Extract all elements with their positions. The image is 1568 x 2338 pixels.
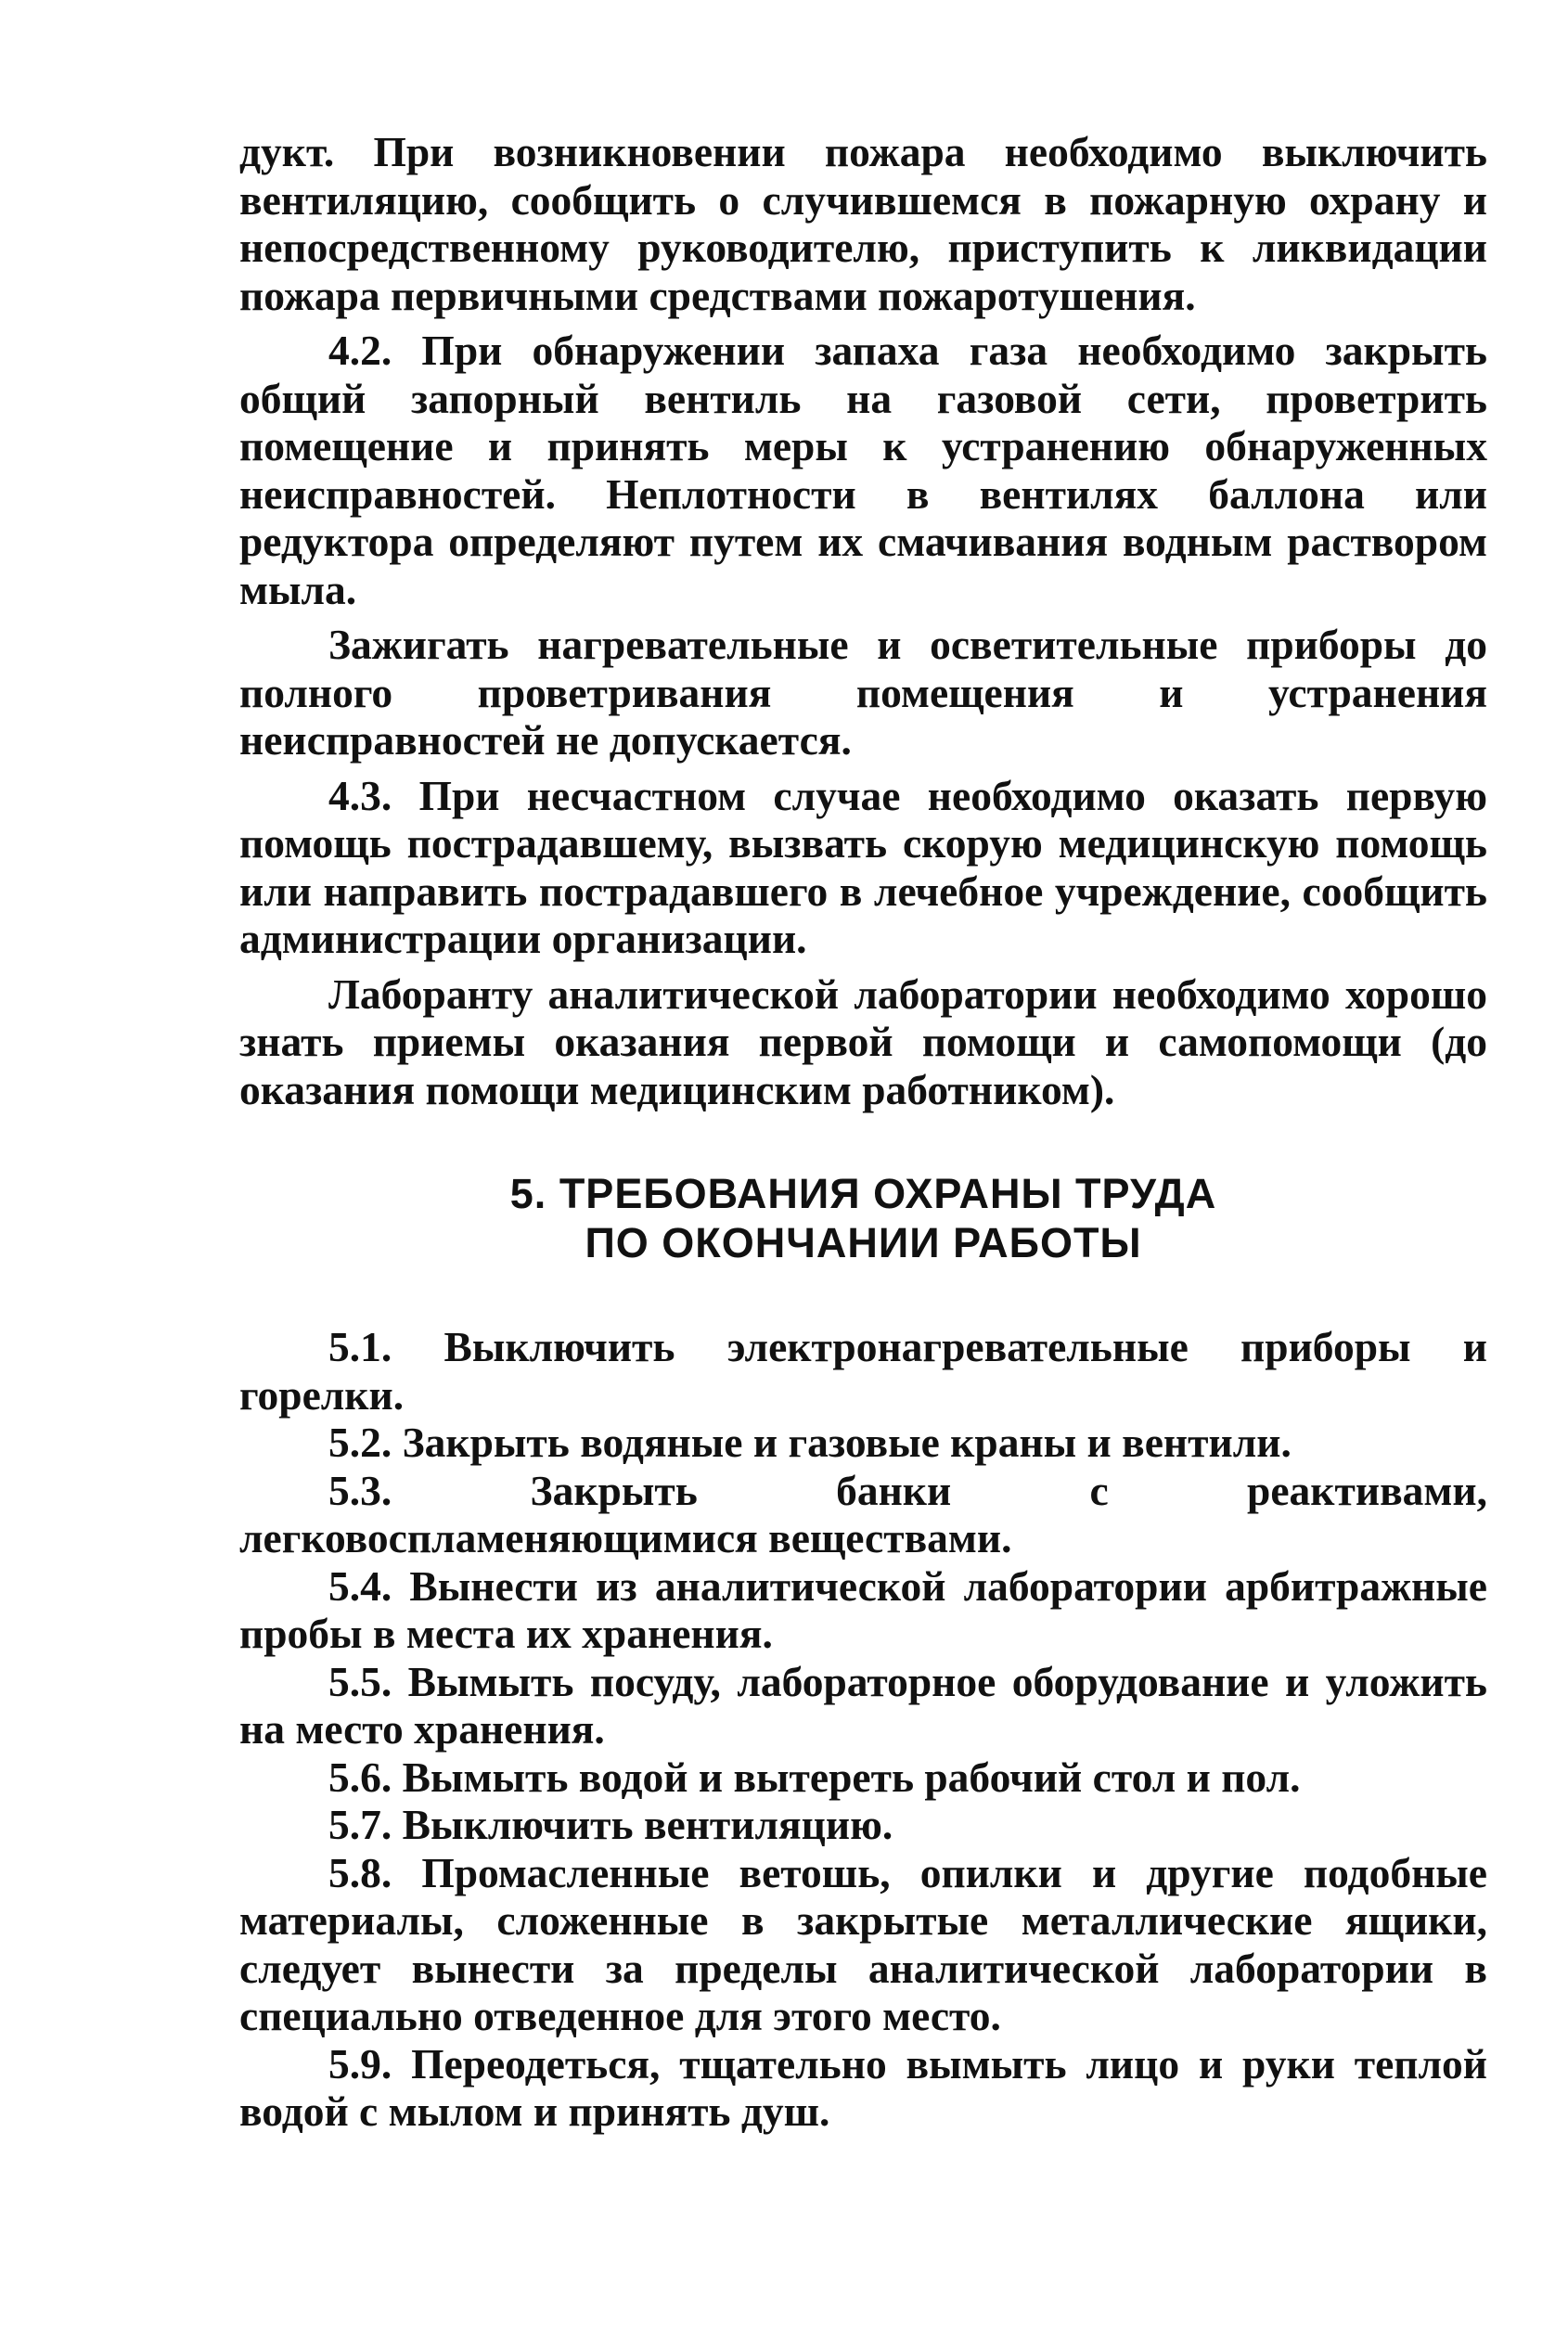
clause-text: Вынести из аналитической лаборатории арбитражные пробы в места их хранения. — [239, 1561, 1487, 1657]
paragraph-text: дукт. При возникновении пожара необходимо выключить вентиляцию, сообщить о случившемся в пожарную охрану и непосредственному руководителю, приступить к ликвидации пожара первичными средствами пожаротушения. — [239, 128, 1487, 319]
list-item-5-2 — [239, 1419, 1487, 1467]
document-page — [239, 128, 1487, 2136]
paragraph-text: При обнаружении запаха газа необходимо закрыть общий запорный вентиль на газовой сети, проветрить помещение и принять меры к устранению обнаруженных неисправностей. Неплотности в вентилях баллона или редуктора определяют путем их смачивания водным раствором мыла. — [239, 327, 1487, 613]
list-item-5-3 — [239, 1467, 1487, 1562]
list-item-5-7 — [239, 1801, 1487, 1849]
list-item-5-6 — [239, 1754, 1487, 1802]
clause-number: 5.2. — [328, 1419, 392, 1466]
clause-number: 5.9. — [328, 2039, 392, 2088]
clause-text: Вымыть водой и вытереть рабочий стол и пол. — [392, 1753, 1301, 1801]
clause-text: Закрыть банки с реактивами, легковоспламеняющимися веществами. — [239, 1466, 1487, 1561]
clause-number: 5.7. — [328, 1801, 392, 1848]
clause-text: Переодеться, тщательно вымыть лицо и руки теплой водой с мылом и принять душ. — [239, 2039, 1487, 2135]
section-heading — [239, 1169, 1487, 1267]
clause-text: Выключить электронагревательные приборы и горелки. — [239, 1323, 1487, 1419]
clause-number: 4.2. — [328, 327, 392, 374]
section-heading-line-2: ПО ОКОНЧАНИИ РАБОТЫ — [585, 1219, 1142, 1266]
clause-number: 4.3. — [328, 771, 392, 819]
section-heading-line-1: 5. ТРЕБОВАНИЯ ОХРАНЫ ТРУДА — [509, 1170, 1217, 1217]
paragraph-fire-continuation — [239, 128, 1487, 319]
clause-number: 5.6. — [328, 1753, 392, 1801]
clause-text: Вымыть посуду, лабораторное оборудование и уложить на место хранения. — [239, 1657, 1487, 1753]
list-item-5-8 — [239, 1849, 1487, 2040]
list-item-5-9 — [239, 2040, 1487, 2136]
paragraph-text: При несчастном случае необходимо оказать первую помощь пострадавшему, вызвать скорую медицинскую помощь или направить пострадавшего в лечебное учреждение, сообщить администрации организации. — [239, 771, 1487, 962]
paragraph-4-3-accident — [239, 772, 1487, 963]
paragraph-first-aid — [239, 970, 1487, 1114]
paragraph-text: Зажигать нагревательные и осветительные приборы до полного проветривания помещения и устранения неисправностей не допускается. — [239, 621, 1487, 764]
clause-number: 5.5. — [328, 1657, 392, 1705]
clause-number: 5.3. — [328, 1466, 392, 1514]
list-item-5-5 — [239, 1658, 1487, 1754]
clause-text: Выключить вентиляцию. — [392, 1801, 893, 1848]
clause-number: 5.8. — [328, 1848, 392, 1896]
clause-number: 5.4. — [328, 1561, 392, 1610]
paragraph-4-2-gas-smell — [239, 327, 1487, 613]
list-item-5-4 — [239, 1562, 1487, 1658]
clause-text: Закрыть водяные и газовые краны и вентили. — [392, 1419, 1292, 1466]
clause-number: 5.1. — [328, 1323, 392, 1370]
clause-text: Промасленные ветошь, опилки и другие подобные материалы, сложенные в закрытые металлические ящики, следует вынести за пределы аналитической лаборатории в специально отведенное для этого место. — [239, 1848, 1487, 2039]
list-item-5-1 — [239, 1323, 1487, 1419]
paragraph-text: Лаборанту аналитической лаборатории необходимо хорошо знать приемы оказания первой помощи и самопомощи (до оказания помощи медицинским работником). — [239, 970, 1487, 1113]
paragraph-ignition-ban — [239, 621, 1487, 764]
